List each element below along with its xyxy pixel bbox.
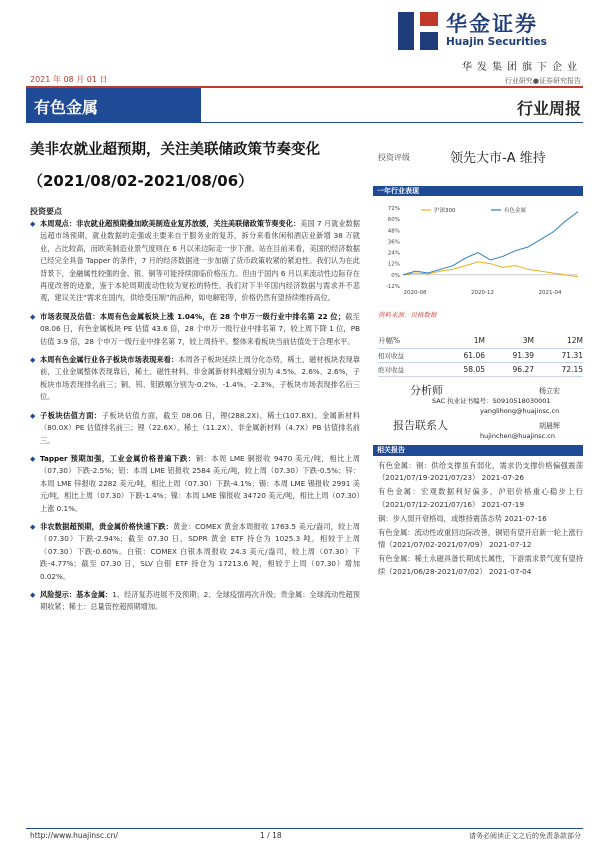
- y-tick-label: 48%: [387, 228, 400, 235]
- band-divider: [26, 122, 583, 123]
- related-report-title: 有色金属：宏观数据利好偏多，沪铝价格重心稳步上行（2021/07/12-2021/07/16）: [378, 487, 583, 509]
- logo-chinese-name: 华金证券: [446, 12, 538, 36]
- related-report-title: 铜：步入弱开衰格局，或维持震荡态势: [378, 513, 503, 523]
- list-item[interactable]: [378, 460, 583, 484]
- key-point: [30, 453, 360, 515]
- table-cell: 61.06: [463, 351, 485, 360]
- table-header-cell: 3M: [522, 336, 534, 345]
- y-tick-label: 0%: [391, 272, 400, 279]
- legend-label: 沪深300: [434, 208, 456, 214]
- related-report-date: 2021-07-19: [481, 499, 525, 509]
- footer-disclaimer: 请务必阅读正文之后的免责条款部分: [469, 832, 581, 840]
- related-report-title: 有色金属：流动性或重回边际改善，铜铝有望开启新一轮上涨行情（2021/07/02-2021/07/09）: [378, 528, 583, 550]
- table-cell: 绝对收益: [378, 366, 404, 374]
- key-point-body: 1、经济复苏进展不及预期；2、全球疫情再次升级；贵金属：全球流动性超预期收紧；稀土：总量管控超预期增加。: [40, 589, 360, 612]
- table-cell: 91.39: [512, 351, 534, 360]
- y-tick-label: 12%: [387, 261, 400, 268]
- related-report-date: 2021-07-26: [481, 473, 525, 483]
- legend-label: 有色金属: [504, 208, 527, 214]
- table-cell: 相对收益: [378, 352, 404, 360]
- footer-url[interactable]: http://www.huajinsc.cn/: [30, 831, 118, 840]
- key-point: [30, 311, 360, 348]
- related-reports-heading: 相关报告: [377, 446, 405, 454]
- analyst-heading: 分析师: [410, 384, 443, 397]
- performance-heading-bar: [373, 186, 583, 196]
- key-point-lead: 非农数据超预期，贵金属价格快速下跌：: [40, 521, 173, 531]
- series-line: [403, 212, 578, 275]
- report-type: 行业周报: [516, 99, 581, 118]
- x-tick-label: 2020-12: [471, 290, 494, 296]
- related-reports-list: [378, 460, 583, 580]
- key-point-body: 子板块估值方面，截至 08.06 日，锂(288.2X)、稀土(107.8X)、金属新材料（80.0X）PE 估值排名前三；锂（22.6X）、稀土（11.2X）、非金属新材料（4.7X）PB 估值排名前三。: [40, 410, 360, 445]
- related-report-date: 2021-07-04: [488, 566, 532, 576]
- sector-band: [26, 88, 201, 122]
- key-point: [30, 354, 360, 404]
- key-point-body: 铜：本周 LME 铜报收 9470 美元/吨，相比上周（07.30）下跌-2.5%；铝：本周 LME 铝报收 2584 美元/吨，较上周（07.30）下跌-0.5%；锌：本周 LME 锌报收 2282 美元/吨，相比上周（07.30）下跌-4.1%；锡：本周 LME 锡报收 2991 美元/吨，相比上周（07.30）下跌-1.4%；镍：本周 LME 镍报收 34720 美元/吨，相比上周（07.30）上涨 0.1%。: [40, 453, 360, 513]
- y-tick-label: 72%: [387, 206, 400, 212]
- related-reports-heading-bar: [373, 445, 583, 456]
- x-tick-label: 2021-04: [538, 290, 562, 296]
- table-row: [378, 363, 583, 377]
- performance-table: [378, 333, 583, 377]
- performance-chart: [373, 200, 583, 300]
- key-point-lead: 本周观点：非农就业超预期叠加欧美制造业复苏放缓，关注美联储政策节奏变化：: [40, 219, 301, 228]
- key-point-lead: 本周有色金属行业各子板块市场表现来看：: [40, 355, 179, 365]
- table-row: [378, 349, 583, 363]
- analyst-certificate: SAC 执业证书编号：S0910518030001: [432, 397, 551, 405]
- sector-label: 有色金属: [34, 98, 99, 117]
- key-point: [30, 218, 360, 305]
- list-item[interactable]: [378, 513, 583, 525]
- contact-name: 胡晨辉: [539, 422, 560, 430]
- table-header-cell: 12M: [566, 336, 583, 345]
- related-report-date: 2021-07-12: [488, 540, 532, 550]
- key-point-body: 美国 7 月就业数据远超市场预期，就业数据的走强或主要来自于服务业的复苏，拆分来看休闲和酒店业新增 38 万就业，占比较高，而欧美制造业景气度则在 6 月以来边际走一步下滑。站在目前来看，美国的经济数据已经完全具备 Tapper 的条件，7 月的经济数据进一步加剧了货币政策收紧的紧迫性。我们认为在此背景下，金融属性较强的金、银、铜等可能持续面临价格压力。但由于国内 6 月以来流动性边际存在再度改善的迹象，鉴于本轮周期流动性较为宽松的特性，我们对下半年国内经济数据与需求并不悲观，建议关注“需求在国内，供给受压制”的品种，如电解铝等，价格仍然有望持续维持高位。: [40, 219, 360, 303]
- table-header-row: [378, 333, 583, 349]
- logo-english-name: Huajin Securities: [446, 36, 547, 48]
- rating-label: 投资评级: [378, 153, 410, 162]
- list-item[interactable]: [378, 553, 583, 577]
- key-point-body: 截至 08.06 日，有色金属板块 PE 估值 43.6 倍，28 个申万一级行业中排名第 7，较上周下降 1 位，PB 估值 3.9 倍，28 个申万一级行业中排名第 7，较上周持平。整体来看板块当前估值处于合理水平。: [40, 311, 360, 346]
- key-point-body: 黄金：COMEX 黄金本周报收 1763.5 美元/盎司，较上周（07.30）下跌-2.94%；截至 07.30 日，SDPR 黄金 ETF 持仓为 1025.3 吨，相较于上周（07.30）下跌-0.60%。白银：COMEX 白银本周报收 24.3 美元/盎司，较上周（07.30）下跌-4.77%；截至 07.30 日，SLV 白银 ETF 持仓为 17213.6 吨，相较于上周（07.30）增加 0.02%。: [40, 521, 360, 581]
- key-point-lead: 风险提示：基本金属：: [40, 589, 113, 599]
- report-date: 2021 年 08 月 01 日: [30, 75, 108, 84]
- table-cell: 72.15: [561, 365, 583, 374]
- performance-heading: 一年行业表现: [377, 187, 419, 195]
- contact-heading: 报告联系人: [393, 419, 448, 432]
- key-point-lead: 子板块估值方面：: [40, 410, 102, 420]
- y-tick-label: 36%: [387, 239, 400, 246]
- table-cell: 96.27: [512, 365, 534, 374]
- analyst-name: 杨立宏: [539, 387, 560, 395]
- page-subtitle: （2021/08/02-2021/08/06）: [28, 172, 254, 190]
- series-line: [403, 262, 578, 277]
- key-point: [30, 589, 360, 614]
- table-header-cell: 升幅%: [378, 336, 401, 345]
- chart-source: 资料来源：贝格数据: [378, 311, 437, 319]
- page-number: 1 / 18: [260, 831, 282, 840]
- huajin-logo-icon: [398, 12, 438, 50]
- key-point-lead: 市场表现及估值：本周有色金属板块上涨 1.04%，在 28 个申万一级行业中排名第 22 位；: [40, 311, 346, 321]
- analyst-email[interactable]: yanglihong@huajinsc.cn: [480, 407, 560, 415]
- footer-divider: [26, 828, 583, 829]
- related-report-date: 2021-07-16: [504, 513, 547, 523]
- key-point: [30, 521, 360, 583]
- key-point-body: 本周各子板块延续上周分化态势，稀土、磁材板块表现靠前，工业金属整体表现靠后，稀土、磁性材料、非金属新材料涨幅分别为 4.5%、2.6%、2.6%，子板块市场表现排名前三；铜、钨、钼跌幅分别为-0.2%、-1.4%、-2.3%，子板块市场表现排名后三位。: [40, 355, 360, 402]
- page-title: 美非农就业超预期，关注美联储政策节奏变化: [30, 142, 320, 158]
- list-item[interactable]: [378, 527, 583, 551]
- rating-value: 领先大市-A 维持: [450, 151, 546, 166]
- key-point-lead: Tapper 预期加强，工业金属价格普遍下跌：: [40, 453, 196, 463]
- x-tick-label: 2020-08: [403, 290, 427, 296]
- company-slogan: 华发集团旗下企业: [462, 62, 582, 73]
- y-tick-label: -12%: [385, 284, 400, 290]
- key-point: [30, 410, 360, 447]
- key-points-heading: 投资要点: [30, 207, 62, 216]
- report-series: 行业研究●证券研究报告: [504, 77, 581, 85]
- table-header-cell: 1M: [473, 336, 485, 345]
- y-tick-label: 24%: [387, 250, 400, 257]
- table-cell: 71.31: [561, 351, 583, 360]
- table-cell: 58.05: [463, 365, 485, 374]
- y-tick-label: 60%: [387, 217, 400, 224]
- contact-email[interactable]: hujinchen@huajinsc.cn: [480, 432, 555, 440]
- related-report-title: 有色金属：铜：供给支撑虽有弱化，需求仍支撑价格偏强震荡（2021/07/19-2021/07/23）: [378, 461, 583, 483]
- key-points-list: [30, 218, 360, 620]
- related-report-title: 有色金属：稀土永磁具备长期成长属性，下游需求景气度有望持续（2021/06/28-2021/07/02）: [378, 554, 583, 576]
- list-item[interactable]: [378, 486, 583, 510]
